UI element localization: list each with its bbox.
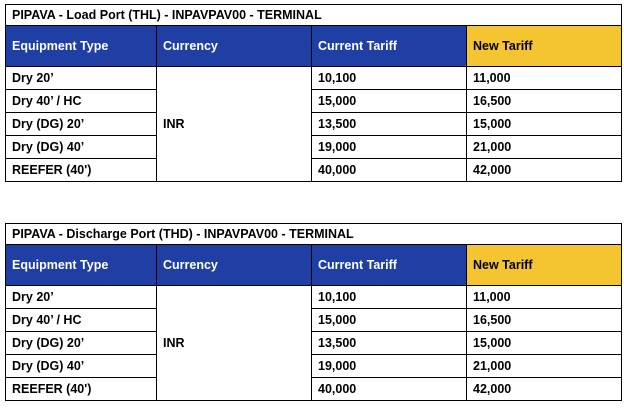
table-row <box>6 286 622 309</box>
table-row <box>6 355 622 378</box>
currency-cell: INR <box>157 286 312 401</box>
current-tariff-cell: 10,100 <box>312 67 467 90</box>
equipment-cell: Dry (DG) 20’ <box>6 113 157 136</box>
new-tariff-cell: 11,000 <box>467 67 622 90</box>
current-tariff-cell: 13,500 <box>312 332 467 355</box>
header-row <box>6 26 622 67</box>
table-row <box>6 309 622 332</box>
table-row <box>6 67 622 90</box>
new-tariff-cell: 15,000 <box>467 332 622 355</box>
table-title: PIPAVA - Discharge Port (THD) - INPAVPAV00 - TERMINAL <box>6 224 622 245</box>
currency-cell: INR <box>157 67 312 182</box>
table-row <box>6 378 622 401</box>
current-tariff-cell: 19,000 <box>312 355 467 378</box>
table-row <box>6 113 622 136</box>
header-currency: Currency <box>157 26 312 67</box>
header-new-tariff: New Tariff <box>467 26 622 67</box>
equipment-cell: Dry 40’ / HC <box>6 90 157 113</box>
table-title-row <box>6 5 622 26</box>
table-title: PIPAVA - Load Port (THL) - INPAVPAV00 - TERMINAL <box>6 5 622 26</box>
new-tariff-cell: 42,000 <box>467 378 622 401</box>
equipment-cell: Dry (DG) 40’ <box>6 355 157 378</box>
header-currency: Currency <box>157 245 312 286</box>
new-tariff-cell: 11,000 <box>467 286 622 309</box>
header-current-tariff: Current Tariff <box>312 26 467 67</box>
equipment-cell: Dry 40’ / HC <box>6 309 157 332</box>
header-new-tariff: New Tariff <box>467 245 622 286</box>
new-tariff-cell: 21,000 <box>467 136 622 159</box>
equipment-cell: REEFER (40') <box>6 378 157 401</box>
header-equipment-type: Equipment Type <box>6 26 157 67</box>
current-tariff-cell: 15,000 <box>312 90 467 113</box>
table-row <box>6 159 622 182</box>
new-tariff-cell: 16,500 <box>467 90 622 113</box>
table-row <box>6 90 622 113</box>
current-tariff-cell: 15,000 <box>312 309 467 332</box>
header-row <box>6 245 622 286</box>
new-tariff-cell: 21,000 <box>467 355 622 378</box>
new-tariff-cell: 15,000 <box>467 113 622 136</box>
equipment-cell: Dry 20’ <box>6 67 157 90</box>
current-tariff-cell: 10,100 <box>312 286 467 309</box>
load-port-tariff-table <box>5 4 622 182</box>
equipment-cell: Dry 20’ <box>6 286 157 309</box>
equipment-cell: Dry (DG) 20’ <box>6 332 157 355</box>
new-tariff-cell: 42,000 <box>467 159 622 182</box>
header-current-tariff: Current Tariff <box>312 245 467 286</box>
header-equipment-type: Equipment Type <box>6 245 157 286</box>
table-title-row <box>6 224 622 245</box>
discharge-port-tariff-table <box>5 223 622 401</box>
current-tariff-cell: 19,000 <box>312 136 467 159</box>
equipment-cell: Dry (DG) 40’ <box>6 136 157 159</box>
new-tariff-cell: 16,500 <box>467 309 622 332</box>
equipment-cell: REEFER (40') <box>6 159 157 182</box>
table-row <box>6 136 622 159</box>
current-tariff-cell: 13,500 <box>312 113 467 136</box>
current-tariff-cell: 40,000 <box>312 159 467 182</box>
current-tariff-cell: 40,000 <box>312 378 467 401</box>
table-row <box>6 332 622 355</box>
